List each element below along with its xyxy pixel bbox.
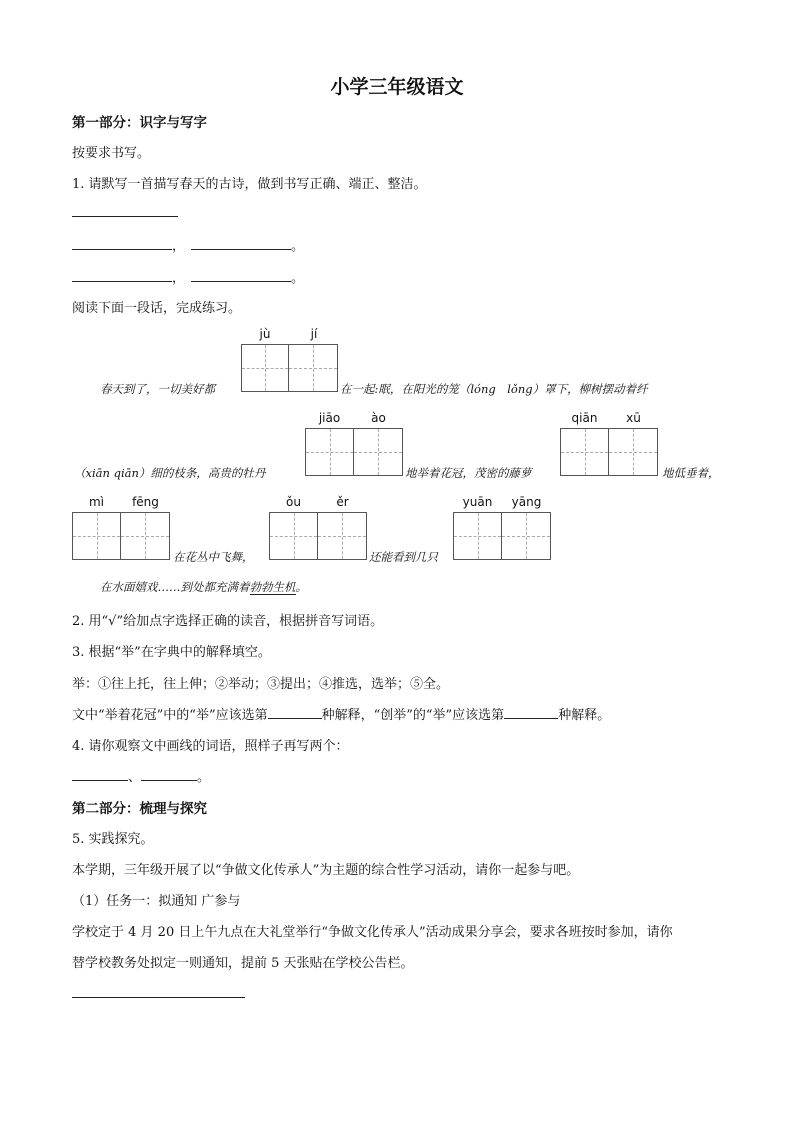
- pinyin-er: ěr: [336, 495, 349, 509]
- pinyin-ju: jù: [259, 327, 271, 341]
- passage-line-2a: （xiān qiān）细的枝条，高贵的牡丹: [74, 466, 266, 480]
- pinyin-xu: xū: [626, 411, 641, 425]
- answer-blank[interactable]: [191, 235, 291, 250]
- task-1-text-2: 替学校教务处拟定一则通知，提前 5 天张贴在学校公告栏。: [72, 956, 414, 971]
- part1-heading: 第一部分：识字与写字: [72, 115, 207, 131]
- pinyin-ao: ào: [371, 411, 386, 425]
- pinyin-feng: fēng: [132, 495, 159, 509]
- pinyin-yuan: yuān: [462, 495, 493, 509]
- pinyin-yang: yāng: [511, 495, 542, 509]
- char-box[interactable]: [560, 428, 609, 476]
- char-box[interactable]: [354, 428, 403, 476]
- char-box[interactable]: [453, 512, 502, 560]
- task-1-text-1: 学校定于 4 月 20 日上午九点在大礼堂举行“争做文化传承人”活动成果分享会，要求各班按时参加，请你: [72, 925, 673, 940]
- reading-intro: 阅读下面一段话，完成练习。: [72, 301, 242, 316]
- period: 。: [291, 271, 305, 286]
- char-box[interactable]: [318, 512, 367, 560]
- question-2: 2. 用“√”给加点字选择正确的读音，根据拼音写词语。: [72, 614, 384, 629]
- answer-line-title[interactable]: [72, 202, 178, 221]
- char-box[interactable]: [241, 344, 289, 392]
- instruction: 按要求书写。: [72, 146, 151, 161]
- char-box[interactable]: [121, 512, 170, 560]
- page-title: 小学三年级语文: [330, 76, 464, 98]
- passage-line-4: [100, 579, 307, 595]
- q3-text-b: 种解释，“创举”的“举”应该选第: [321, 708, 505, 723]
- question-4: 4. 请你观察文中画线的词语，照样子再写两个：: [72, 739, 349, 754]
- char-box[interactable]: [305, 428, 354, 476]
- separator: 、: [128, 770, 142, 785]
- q3-text-a: 文中“举着花冠”中的“举”应该选第: [72, 708, 268, 723]
- passage-line-1a: 春天到了，一切美好都: [100, 382, 215, 396]
- answer-blank[interactable]: [141, 767, 197, 781]
- answer-line-notice[interactable]: [72, 983, 245, 1002]
- part2-heading: 第二部分：梳理与探究: [72, 801, 207, 817]
- passage-line-4a: 在水面嬉戏……到处都充满着: [100, 580, 250, 594]
- question-1: 1. 请默写一首描写春天的古诗，做到书写正确、端正、整洁。: [72, 177, 427, 192]
- char-box[interactable]: [72, 512, 121, 560]
- question-5: 5. 实践探究。: [72, 832, 154, 847]
- pinyin-mi: mì: [88, 495, 105, 509]
- pinyin-ji: jí: [310, 327, 318, 341]
- question-3-fill: [72, 704, 610, 723]
- period: 。: [197, 770, 211, 785]
- answer-row-2[interactable]: [72, 267, 304, 286]
- passage-line-3a: 在花丛中飞舞，: [173, 550, 254, 564]
- passage-line-4b: 。: [295, 580, 307, 594]
- answer-blank[interactable]: [72, 767, 128, 781]
- task-1: （1）任务一：拟通知 广参与: [72, 894, 241, 909]
- passage-line-1b: 在一起:眠，在阳光的笼（lóng lǒng）罩下，柳树摆动着纤: [340, 382, 648, 396]
- comma: ，: [172, 271, 186, 286]
- char-box[interactable]: [502, 512, 551, 560]
- part2-intro: 本学期，三年级开展了以“争做文化传承人”为主题的综合性学习活动，请你一起参与吧。: [72, 863, 580, 878]
- passage-line-3b: 还能看到几只: [369, 550, 438, 564]
- q3-text-c: 种解释。: [558, 708, 611, 723]
- ju-definitions: 举：①往上托，往上伸；②举动；③提出；④推选，选举；⑤全。: [72, 677, 450, 692]
- pinyin-ou: ǒu: [286, 495, 301, 509]
- passage-line-2b: 地举着花冠，茂密的藤萝: [405, 466, 532, 480]
- question-4-answers: [72, 766, 210, 785]
- char-box[interactable]: [289, 344, 338, 392]
- answer-blank[interactable]: [504, 705, 558, 719]
- comma: ，: [172, 239, 186, 254]
- passage-line-2c: 地低垂着，: [662, 466, 720, 480]
- char-box[interactable]: [609, 428, 658, 476]
- char-box[interactable]: [269, 512, 318, 560]
- answer-row-1[interactable]: [72, 235, 304, 254]
- answer-blank[interactable]: [268, 705, 322, 719]
- pinyin-jiao: jiāo: [318, 411, 341, 425]
- pinyin-qian: qiān: [571, 411, 598, 425]
- underlined-phrase: 勃勃生机: [249, 580, 296, 594]
- answer-blank[interactable]: [191, 267, 291, 282]
- period: 。: [291, 239, 305, 254]
- question-3: 3. 根据“举”在字典中的解释填空。: [72, 645, 271, 660]
- answer-blank[interactable]: [72, 235, 172, 250]
- answer-blank[interactable]: [72, 267, 172, 282]
